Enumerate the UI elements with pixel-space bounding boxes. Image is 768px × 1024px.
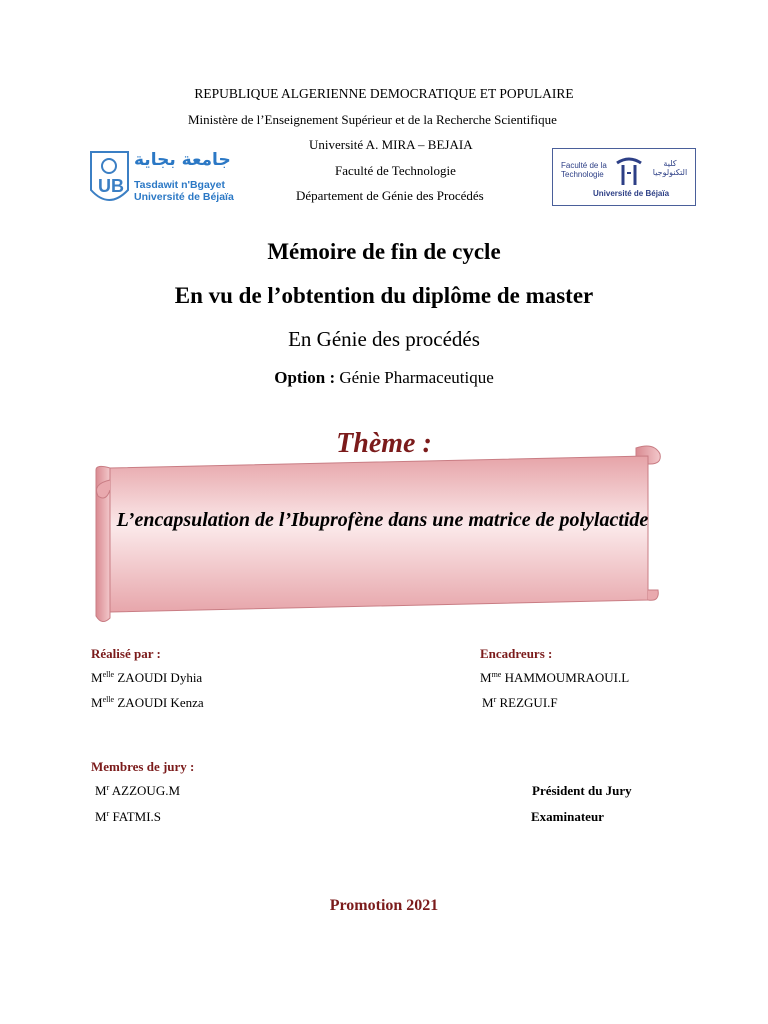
author-prefix: M — [91, 695, 103, 710]
jury-heading: Membres de jury : — [91, 759, 195, 774]
university-line: Université A. MIRA – BEJAIA — [309, 137, 473, 152]
specialty-title: En Génie des procédés — [288, 327, 480, 351]
jury-name: AZZOUG.M — [109, 783, 181, 798]
logo-tamazight-text: Tasdawit n'Bgayet — [134, 179, 225, 191]
jury-role: Examinateur — [531, 809, 604, 824]
logo-right-footer: Université de Béjaïa — [593, 189, 670, 198]
supervisor-prefix: M — [482, 695, 494, 710]
supervisor-item — [480, 670, 629, 686]
logo-right-line2: Technologie — [561, 170, 604, 179]
jury-prefix: M — [95, 783, 107, 798]
jury-title-sup: r — [106, 783, 110, 792]
logo-right-arabic: كلية التكنولوجيا — [652, 159, 688, 177]
authors-heading: Réalisé par : — [91, 646, 161, 661]
author-title-sup: elle — [102, 670, 115, 679]
jury-member — [95, 783, 180, 799]
supervisor-name: HAMMOUMRAOUI.L — [501, 670, 630, 685]
theme-label: Thème : — [336, 428, 432, 459]
svg-text:UB: UB — [98, 176, 124, 196]
theme-text: L’encapsulation de l’Ibuprofène dans une matrice de polylactide — [116, 509, 649, 531]
supervisor-title-sup: r — [493, 695, 497, 704]
country-header: REPUBLIQUE ALGERIENNE DEMOCRATIQUE ET POPULAIRE — [194, 86, 574, 101]
jury-prefix: M — [95, 809, 107, 824]
author-name: ZAOUDI Dyhia — [114, 670, 203, 685]
supervisor-item — [482, 695, 558, 711]
author-prefix: M — [91, 670, 103, 685]
supervisors-heading: Encadreurs : — [480, 646, 553, 661]
faculty-emblem-icon — [611, 153, 647, 189]
logo-arabic-text: جامعة بجاية — [134, 150, 231, 170]
logo-right-line1: Faculté de la — [561, 161, 607, 170]
author-item — [91, 695, 204, 711]
supervisor-prefix: M — [480, 670, 492, 685]
option-value: Génie Pharmaceutique — [335, 368, 494, 387]
jury-name: FATMI.S — [109, 809, 162, 824]
supervisor-title-sup: me — [491, 670, 502, 679]
university-bejaia-logo — [88, 150, 238, 210]
ministry-line: Ministère de l’Enseignement Supérieur et de la Recherche Scientifique — [188, 112, 557, 127]
faculty-technology-logo — [552, 148, 696, 206]
diploma-title: En vu de l’obtention du diplôme de master — [174, 283, 594, 308]
option-line — [0, 368, 768, 388]
faculty-line: Faculté de Technologie — [335, 163, 456, 178]
memoire-title: Mémoire de fin de cycle — [267, 239, 501, 264]
author-title-sup: elle — [102, 695, 115, 704]
logo-french-text: Université de Béjaïa — [134, 191, 234, 203]
promotion-label: Promotion 2021 — [329, 897, 439, 914]
supervisor-name: REZGUI.F — [496, 695, 558, 710]
jury-role: Président du Jury — [532, 783, 632, 798]
author-name: ZAOUDI Kenza — [114, 695, 204, 710]
department-line: Département de Génie des Procédés — [296, 188, 484, 203]
jury-title-sup: r — [106, 809, 110, 818]
theme-scroll-banner — [88, 440, 668, 625]
author-item — [91, 670, 202, 686]
jury-member — [95, 809, 161, 825]
option-label: Option : — [274, 368, 336, 387]
